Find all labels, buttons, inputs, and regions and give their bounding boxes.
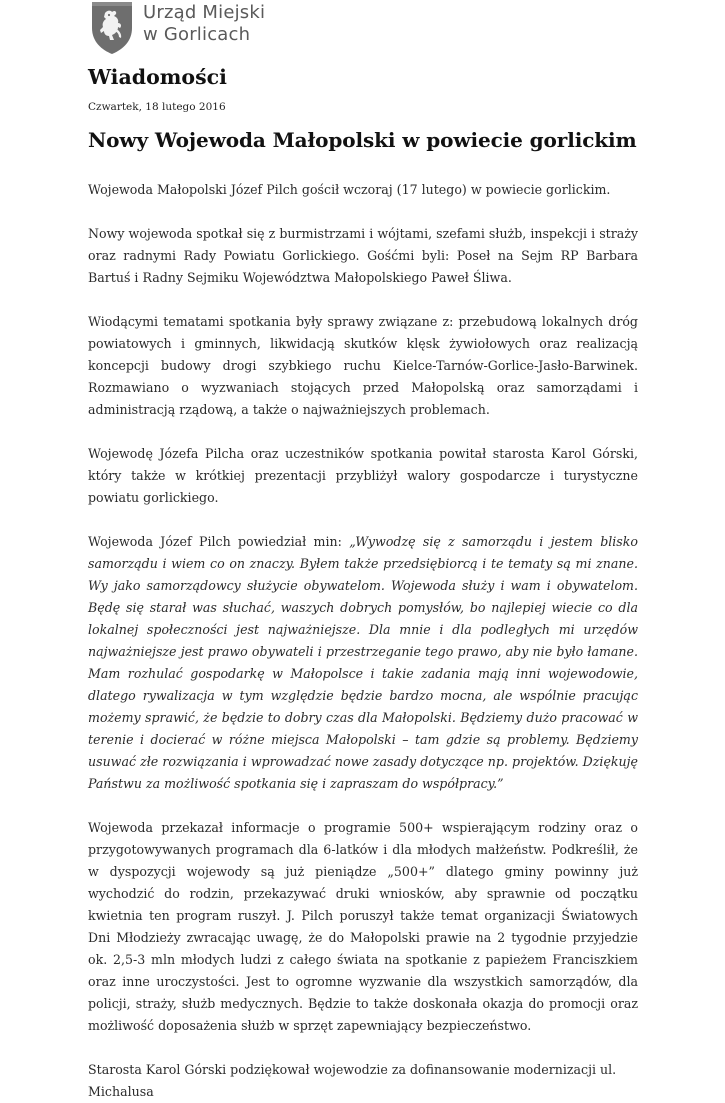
article-container: [88, 62, 638, 1103]
section-title: Wiadomości: [88, 65, 227, 89]
site-header: [89, 0, 265, 56]
article-date: Czwartek, 18 lutego 2016: [88, 101, 226, 113]
article-title: Nowy Wojewoda Małopolski w powiecie gorlickim: [88, 128, 637, 152]
article-paragraph-5: [88, 531, 638, 795]
quote-text: „Wywodzę się z samorządu i jestem blisko samorządu i wiem co on znaczy. Byłem także przedsiębiorcą i te tematy są mi znane. Wy jako samorządowcy służycie obywatelom. Wojewoda służy i wam i obywatelom. Będę się starał was słuchać, waszych dobrych pomysłów, bo najlepiej wiecie co dla lokalnej społeczności jest najważniejsze. Dla mnie i dla podległych mi urzędów najważniejsze jest prawo obywateli i przestrzeganie tego prawo, aby nie było łamane. Mam rozhulać gospodarkę w Małopolsce i takie zadania mają inni wojewodowie, dlatego rywalizacja w tym względzie będzie bardzo mocna, ale wspólnie pracując możemy sprawić, że będzie to dobry czas dla Małopolski. Będziemy dużo pracować w terenie i docierać w różne miejsca Małopolski – tam gdzie są problemy. Będziemy usuwać złe rozwiązania i wprowadzać nowe zasady dotyczące np. projektów. Dziękuję Państwu za możliwość spotkania się i zapraszam do współpracy.”: [88, 534, 638, 791]
article-paragraph-1: Wojewoda Małopolski Józef Pilch gościł wczoraj (17 lutego) w powiecie gorlickim.: [88, 182, 611, 197]
article-paragraph-3: Wiodącymi tematami spotkania były sprawy związane z: przebudową lokalnych dróg powiatowych i gminnych, likwidacją skutków klęsk żywiołowych oraz realizacją koncepcji budowy drogi szybkiego ruchu Kielce-Tarnów-Gorlice-Jasło-Barwinek. Rozmawiano o wyzwaniach stojących przed Małopolską oraz samorządami i administracją rządową, a także o najważniejszych problemach.: [88, 314, 638, 417]
article-paragraph-4: Wojewodę Józefa Pilcha oraz uczestników spotkania powitał starosta Karol Górski, który także w krótkiej prezentacji przybliżył walory gospodarcze i turystyczne powiatu gorlickiego.: [88, 446, 638, 505]
brand-line-1: Urząd Miejski: [143, 2, 266, 23]
brand-line-2: w Gorlicach: [143, 24, 251, 45]
article-paragraph-7: Starosta Karol Górski podziękował wojewodzie za dofinansowanie modernizacji ul. Michalusa: [88, 1062, 617, 1099]
crest-icon[interactable]: [89, 0, 135, 55]
article-paragraph-6: Wojewoda przekazał informacje o programie 500+ wspierającym rodziny oraz o przygotowywanych programach dla 6-latków i dla młodych małżeństw. Podkreślił, że w dyspozycji wojewody są już pieniądze „500+” dlatego gminy powinny już wychodzić do rodzin, przekazywać druki wniosków, aby sprawnie od początku kwietnia ten program ruszył. J. Pilch poruszył także temat organizacji Światowych Dni Młodzieży zwracając uwagę, że do Małopolski prawie na 2 tygodnie przyjedzie ok. 2,5-3 mln młodych ludzi z całego świata na spotkanie z papieżem Franciszkiem oraz inne uroczystości. Jest to ogromne wyzwanie dla wszystkich samorządów, dla policji, straży, służb medycznych. Będzie to także doskonała okazja do promocji oraz możliwość doposażenia służb w sprzęt zapewniający bezpieczeństwo.: [88, 820, 638, 1033]
quote-intro: Wojewoda Józef Pilch powiedział min:: [88, 534, 350, 549]
site-brand[interactable]: [143, 0, 265, 46]
article-paragraph-2: Nowy wojewoda spotkał się z burmistrzami i wójtami, szefami służb, inspekcji i straży oraz radnymi Rady Powiatu Gorlickiego. Gośćmi byli: Poseł na Sejm RP Barbara Bartuś i Radny Sejmiku Województwa Małopolskiego Paweł Śliwa.: [88, 226, 638, 285]
